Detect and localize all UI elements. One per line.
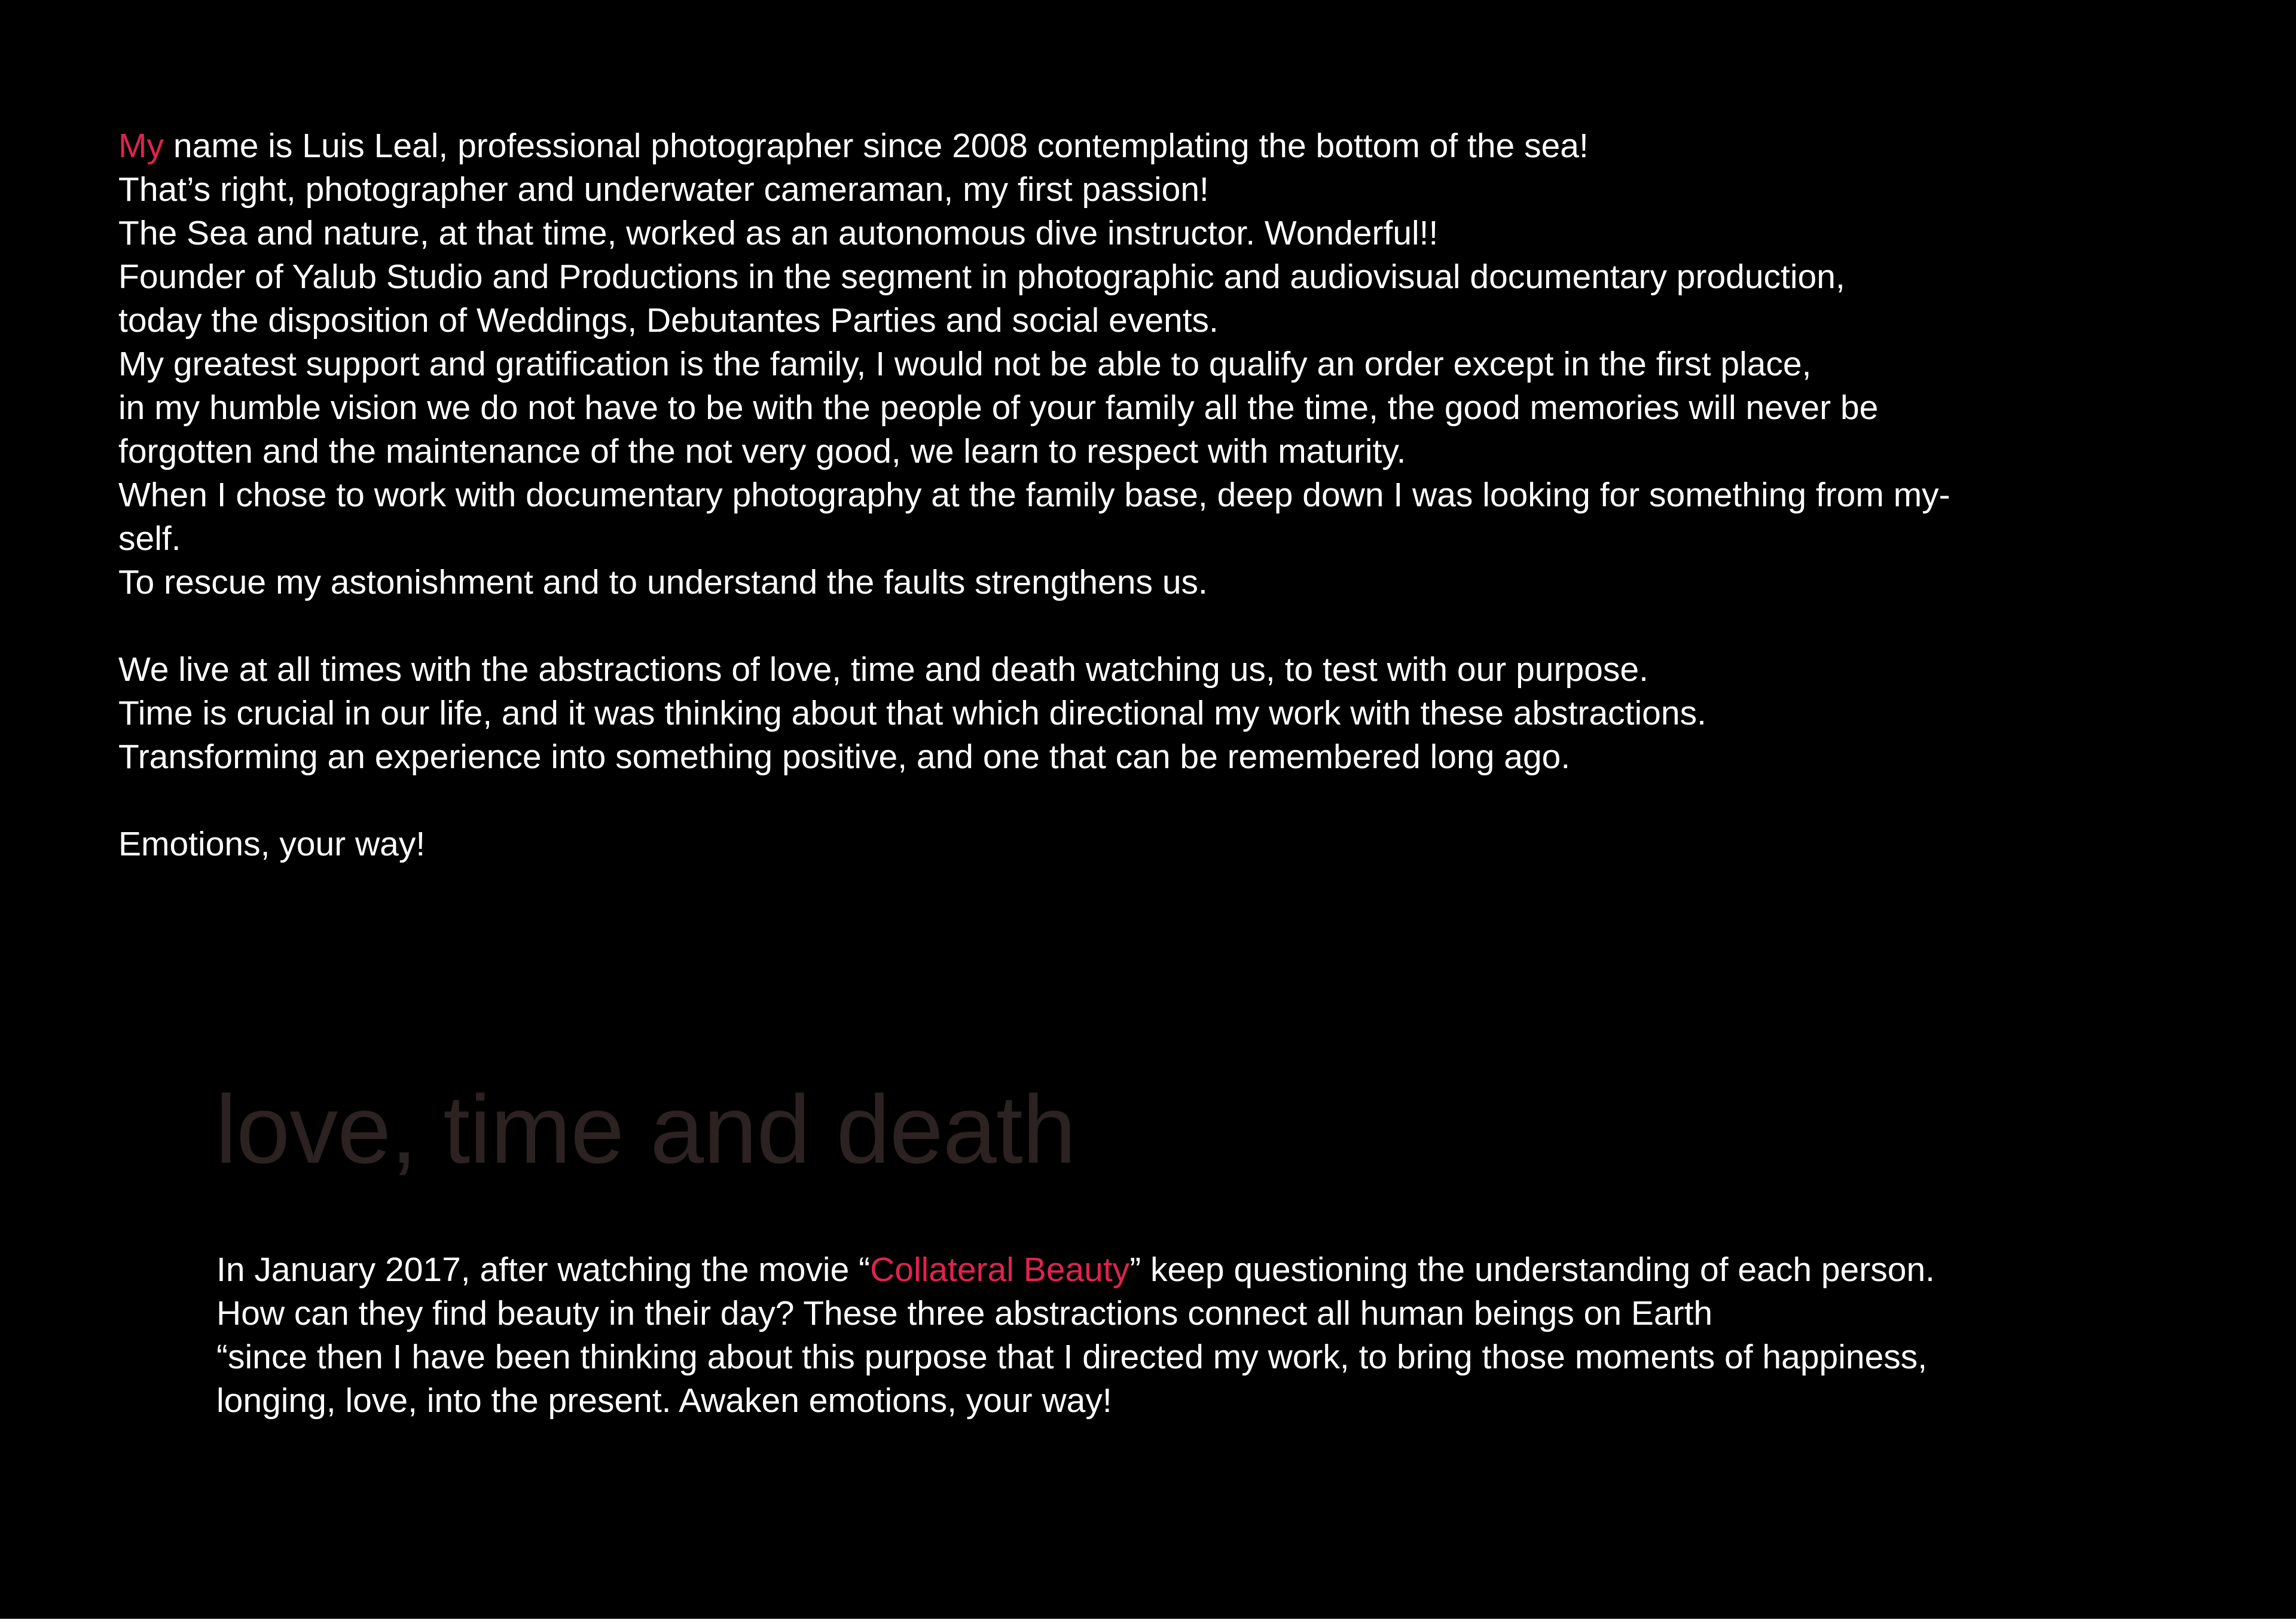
bio-text-block (118, 124, 2271, 866)
bio-line: Transforming an experience into something positive, and one that can be remembered long ago. (118, 738, 1571, 776)
bottom-edge-divider (0, 1619, 2296, 1623)
bio-first-word: My (118, 127, 164, 165)
bio-line: Time is crucial in our life, and it was thinking about that which directional my work with these abstractions. (118, 694, 1706, 732)
bio-line: today the disposition of Weddings, Debutantes Parties and social events. (118, 301, 1219, 340)
bio-line: To rescue my astonishment and to understand the faults strengthens us. (118, 563, 1208, 601)
story-line: How can they find beauty in their day? These three abstractions connect all human beings on Earth (216, 1294, 1713, 1332)
story-line-end: ” keep questioning the understanding of each person. (1129, 1251, 1935, 1289)
paragraph-gap (118, 779, 2271, 823)
story-line (216, 1248, 2249, 1292)
bio-first-line-text: name is Luis Leal, professional photographer since 2008 contemplating the bottom of the sea! (163, 127, 1589, 165)
bio-line: When I chose to work with documentary photography at the family base, deep down I was looking for something from my- (118, 476, 1950, 514)
story-text-block (216, 1248, 2249, 1423)
bio-line: in my humble vision we do not have to be with the people of your family all the time, the good memories will never be (118, 389, 1879, 427)
paragraph-gap (118, 604, 2271, 648)
story-line: longing, love, into the present. Awaken emotions, your way! (216, 1381, 1112, 1420)
bio-line: Founder of Yalub Studio and Productions in the segment in photographic and audiovisual documentary production, (118, 258, 1845, 296)
bio-line: My greatest support and gratification is the family, I would not be able to qualify an order except in the first place, (118, 345, 1812, 383)
bio-line: forgotten and the maintenance of the not very good, we learn to respect with maturity. (118, 432, 1406, 470)
section-heading: love, time and death (215, 1075, 1076, 1184)
bio-line (118, 124, 2271, 168)
story-line: “since then I have been thinking about this purpose that I directed my work, to bring those moments of happiness, (216, 1338, 1928, 1376)
bio-line: self. (118, 519, 181, 558)
story-line-start: In January 2017, after watching the movie “ (216, 1251, 871, 1289)
bio-line: The Sea and nature, at that time, worked as an autonomous dive instructor. Wonderful!! (118, 214, 1439, 252)
bio-line: We live at all times with the abstractions of love, time and death watching us, to test with our purpose. (118, 650, 1648, 689)
movie-title-highlight: Collateral Beauty (870, 1251, 1130, 1289)
bio-line: That’s right, photographer and underwater cameraman, my first passion! (118, 170, 1209, 209)
bio-closing: Emotions, your way! (118, 825, 426, 863)
